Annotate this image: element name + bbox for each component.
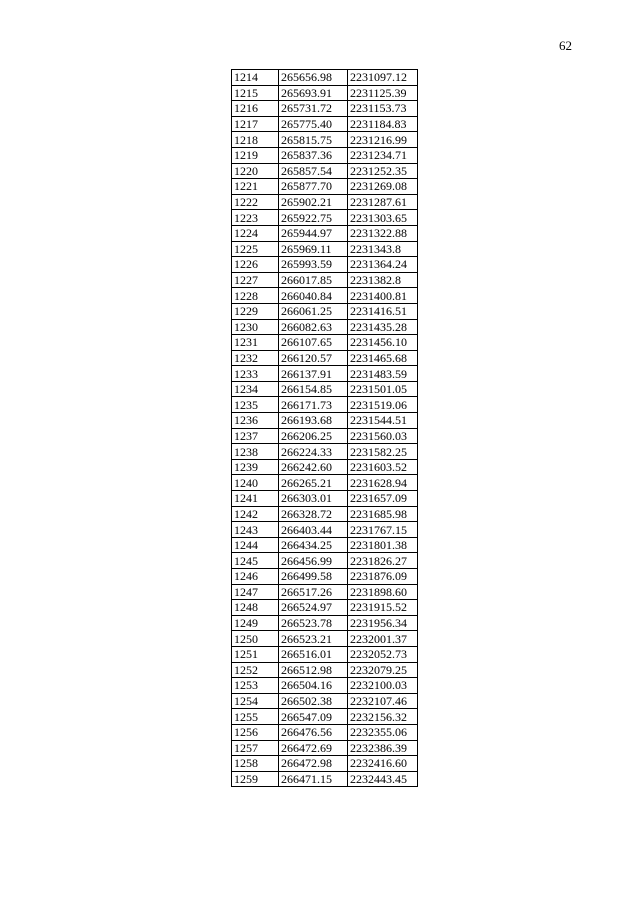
x-coordinate-cell: 265922.75: [279, 210, 348, 226]
point-id-cell: 1229: [232, 303, 279, 319]
x-coordinate-cell: 266472.98: [279, 756, 348, 772]
table-row: [232, 724, 418, 740]
point-id-cell: 1258: [232, 756, 279, 772]
x-coordinate-cell: 266504.16: [279, 678, 348, 694]
table-row: [232, 272, 418, 288]
point-id-cell: 1232: [232, 350, 279, 366]
point-id-cell: 1225: [232, 241, 279, 257]
y-coordinate-cell: 2231898.60: [348, 584, 418, 600]
x-coordinate-cell: 266328.72: [279, 506, 348, 522]
point-id-cell: 1215: [232, 85, 279, 101]
table-row: [232, 537, 418, 553]
y-coordinate-cell: 2232156.32: [348, 709, 418, 725]
y-coordinate-cell: 2231216.99: [348, 132, 418, 148]
x-coordinate-cell: 265837.36: [279, 147, 348, 163]
table-row: [232, 350, 418, 366]
y-coordinate-cell: 2231416.51: [348, 303, 418, 319]
table-row: [232, 132, 418, 148]
y-coordinate-cell: 2231876.09: [348, 569, 418, 585]
point-id-cell: 1220: [232, 163, 279, 179]
point-id-cell: 1245: [232, 553, 279, 569]
table-row: [232, 740, 418, 756]
table-row: [232, 678, 418, 694]
table-row: [232, 366, 418, 382]
y-coordinate-cell: 2232386.39: [348, 740, 418, 756]
y-coordinate-cell: 2231501.05: [348, 381, 418, 397]
point-id-cell: 1239: [232, 459, 279, 475]
x-coordinate-cell: 266523.78: [279, 615, 348, 631]
table-row: [232, 553, 418, 569]
point-id-cell: 1217: [232, 116, 279, 132]
table-row: [232, 475, 418, 491]
x-coordinate-cell: 266403.44: [279, 522, 348, 538]
table-row: [232, 631, 418, 647]
point-id-cell: 1252: [232, 662, 279, 678]
table-row: [232, 194, 418, 210]
x-coordinate-cell: 266206.25: [279, 428, 348, 444]
point-id-cell: 1226: [232, 257, 279, 273]
table-row: [232, 319, 418, 335]
x-coordinate-cell: 266242.60: [279, 459, 348, 475]
x-coordinate-cell: 265775.40: [279, 116, 348, 132]
x-coordinate-cell: 266107.65: [279, 335, 348, 351]
point-id-cell: 1244: [232, 537, 279, 553]
point-id-cell: 1233: [232, 366, 279, 382]
y-coordinate-cell: 2231364.24: [348, 257, 418, 273]
x-coordinate-cell: 266524.97: [279, 600, 348, 616]
y-coordinate-cell: 2231560.03: [348, 428, 418, 444]
table-row: [232, 163, 418, 179]
coordinate-table: [231, 69, 418, 787]
point-id-cell: 1224: [232, 225, 279, 241]
y-coordinate-cell: 2232052.73: [348, 646, 418, 662]
y-coordinate-cell: 2231628.94: [348, 475, 418, 491]
table-row: [232, 709, 418, 725]
point-id-cell: 1243: [232, 522, 279, 538]
y-coordinate-cell: 2231603.52: [348, 459, 418, 475]
x-coordinate-cell: 266171.73: [279, 397, 348, 413]
coordinate-table-body: [232, 70, 418, 787]
point-id-cell: 1240: [232, 475, 279, 491]
point-id-cell: 1227: [232, 272, 279, 288]
y-coordinate-cell: 2232355.06: [348, 724, 418, 740]
x-coordinate-cell: 266472.69: [279, 740, 348, 756]
x-coordinate-cell: 266523.21: [279, 631, 348, 647]
table-row: [232, 303, 418, 319]
table-row: [232, 241, 418, 257]
point-id-cell: 1257: [232, 740, 279, 756]
point-id-cell: 1236: [232, 413, 279, 429]
point-id-cell: 1251: [232, 646, 279, 662]
y-coordinate-cell: 2232100.03: [348, 678, 418, 694]
x-coordinate-cell: 266193.68: [279, 413, 348, 429]
y-coordinate-cell: 2231125.39: [348, 85, 418, 101]
y-coordinate-cell: 2231685.98: [348, 506, 418, 522]
table-row: [232, 116, 418, 132]
x-coordinate-cell: 266476.56: [279, 724, 348, 740]
y-coordinate-cell: 2231184.83: [348, 116, 418, 132]
table-row: [232, 179, 418, 195]
y-coordinate-cell: 2231343.8: [348, 241, 418, 257]
y-coordinate-cell: 2231826.27: [348, 553, 418, 569]
point-id-cell: 1218: [232, 132, 279, 148]
point-id-cell: 1259: [232, 771, 279, 787]
point-id-cell: 1230: [232, 319, 279, 335]
table-row: [232, 225, 418, 241]
y-coordinate-cell: 2231287.61: [348, 194, 418, 210]
point-id-cell: 1248: [232, 600, 279, 616]
x-coordinate-cell: 266017.85: [279, 272, 348, 288]
x-coordinate-cell: 266265.21: [279, 475, 348, 491]
point-id-cell: 1216: [232, 101, 279, 117]
y-coordinate-cell: 2231519.06: [348, 397, 418, 413]
table-row: [232, 335, 418, 351]
y-coordinate-cell: 2231544.51: [348, 413, 418, 429]
y-coordinate-cell: 2232416.60: [348, 756, 418, 772]
point-id-cell: 1247: [232, 584, 279, 600]
x-coordinate-cell: 266456.99: [279, 553, 348, 569]
point-id-cell: 1241: [232, 491, 279, 507]
table-row: [232, 662, 418, 678]
table-row: [232, 70, 418, 86]
x-coordinate-cell: 266137.91: [279, 366, 348, 382]
x-coordinate-cell: 266224.33: [279, 444, 348, 460]
table-row: [232, 522, 418, 538]
point-id-cell: 1242: [232, 506, 279, 522]
y-coordinate-cell: 2231582.25: [348, 444, 418, 460]
point-id-cell: 1214: [232, 70, 279, 86]
y-coordinate-cell: 2232443.45: [348, 771, 418, 787]
point-id-cell: 1223: [232, 210, 279, 226]
x-coordinate-cell: 266040.84: [279, 288, 348, 304]
point-id-cell: 1255: [232, 709, 279, 725]
x-coordinate-cell: 265815.75: [279, 132, 348, 148]
y-coordinate-cell: 2232107.46: [348, 693, 418, 709]
table-row: [232, 569, 418, 585]
point-id-cell: 1228: [232, 288, 279, 304]
x-coordinate-cell: 266499.58: [279, 569, 348, 585]
point-id-cell: 1246: [232, 569, 279, 585]
table-row: [232, 506, 418, 522]
table-row: [232, 693, 418, 709]
y-coordinate-cell: 2231269.08: [348, 179, 418, 195]
point-id-cell: 1234: [232, 381, 279, 397]
x-coordinate-cell: 266516.01: [279, 646, 348, 662]
x-coordinate-cell: 265731.72: [279, 101, 348, 117]
x-coordinate-cell: 266082.63: [279, 319, 348, 335]
point-id-cell: 1253: [232, 678, 279, 694]
x-coordinate-cell: 266517.26: [279, 584, 348, 600]
y-coordinate-cell: 2231252.35: [348, 163, 418, 179]
x-coordinate-cell: 266434.25: [279, 537, 348, 553]
point-id-cell: 1222: [232, 194, 279, 210]
point-id-cell: 1238: [232, 444, 279, 460]
y-coordinate-cell: 2231801.38: [348, 537, 418, 553]
x-coordinate-cell: 266547.09: [279, 709, 348, 725]
y-coordinate-cell: 2231956.34: [348, 615, 418, 631]
table-row: [232, 101, 418, 117]
x-coordinate-cell: 266512.98: [279, 662, 348, 678]
table-row: [232, 397, 418, 413]
x-coordinate-cell: 265902.21: [279, 194, 348, 210]
table-row: [232, 288, 418, 304]
y-coordinate-cell: 2231303.65: [348, 210, 418, 226]
y-coordinate-cell: 2231767.15: [348, 522, 418, 538]
table-row: [232, 257, 418, 273]
point-id-cell: 1256: [232, 724, 279, 740]
table-row: [232, 381, 418, 397]
y-coordinate-cell: 2231153.73: [348, 101, 418, 117]
point-id-cell: 1250: [232, 631, 279, 647]
x-coordinate-cell: 265656.98: [279, 70, 348, 86]
x-coordinate-cell: 266120.57: [279, 350, 348, 366]
x-coordinate-cell: 266154.85: [279, 381, 348, 397]
table-row: [232, 646, 418, 662]
table-row: [232, 600, 418, 616]
y-coordinate-cell: 2231483.59: [348, 366, 418, 382]
y-coordinate-cell: 2231322.88: [348, 225, 418, 241]
y-coordinate-cell: 2231097.12: [348, 70, 418, 86]
point-id-cell: 1237: [232, 428, 279, 444]
point-id-cell: 1221: [232, 179, 279, 195]
y-coordinate-cell: 2231435.28: [348, 319, 418, 335]
table-row: [232, 428, 418, 444]
point-id-cell: 1249: [232, 615, 279, 631]
table-row: [232, 85, 418, 101]
y-coordinate-cell: 2231456.10: [348, 335, 418, 351]
y-coordinate-cell: 2232001.37: [348, 631, 418, 647]
x-coordinate-cell: 266471.15: [279, 771, 348, 787]
point-id-cell: 1254: [232, 693, 279, 709]
table-row: [232, 459, 418, 475]
y-coordinate-cell: 2232079.25: [348, 662, 418, 678]
table-row: [232, 584, 418, 600]
x-coordinate-cell: 266303.01: [279, 491, 348, 507]
point-id-cell: 1219: [232, 147, 279, 163]
y-coordinate-cell: 2231234.71: [348, 147, 418, 163]
x-coordinate-cell: 265693.91: [279, 85, 348, 101]
table-row: [232, 210, 418, 226]
table-row: [232, 147, 418, 163]
table-row: [232, 756, 418, 772]
table-row: [232, 615, 418, 631]
table-row: [232, 491, 418, 507]
x-coordinate-cell: 266502.38: [279, 693, 348, 709]
y-coordinate-cell: 2231400.81: [348, 288, 418, 304]
y-coordinate-cell: 2231382.8: [348, 272, 418, 288]
x-coordinate-cell: 265857.54: [279, 163, 348, 179]
point-id-cell: 1235: [232, 397, 279, 413]
y-coordinate-cell: 2231657.09: [348, 491, 418, 507]
point-id-cell: 1231: [232, 335, 279, 351]
x-coordinate-cell: 265877.70: [279, 179, 348, 195]
table-row: [232, 444, 418, 460]
y-coordinate-cell: 2231465.68: [348, 350, 418, 366]
x-coordinate-cell: 265969.11: [279, 241, 348, 257]
page-number: 62: [559, 38, 572, 53]
x-coordinate-cell: 265993.59: [279, 257, 348, 273]
x-coordinate-cell: 266061.25: [279, 303, 348, 319]
x-coordinate-cell: 265944.97: [279, 225, 348, 241]
table-row: [232, 771, 418, 787]
y-coordinate-cell: 2231915.52: [348, 600, 418, 616]
table-row: [232, 413, 418, 429]
